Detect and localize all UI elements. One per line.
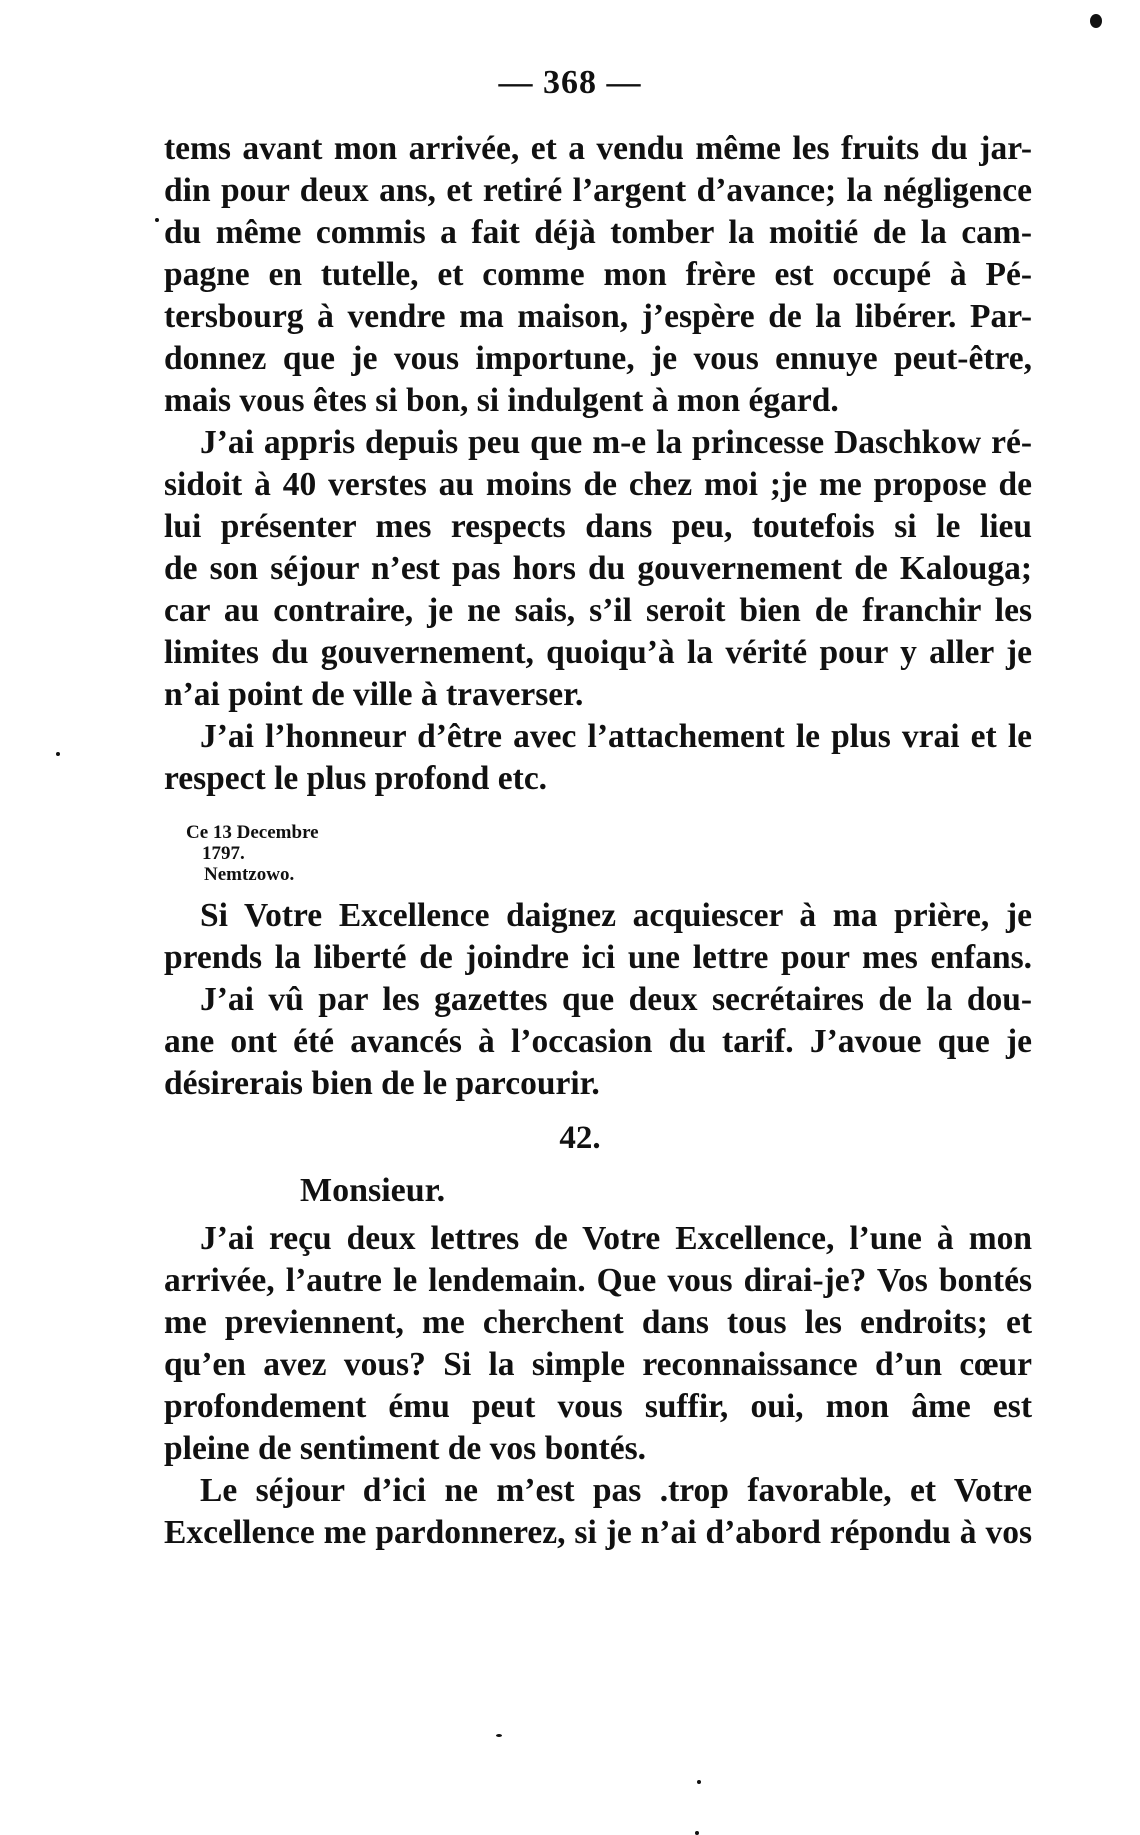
text-line: prends la liberté de joindre ici une lettre pour mes enfans.: [164, 939, 1032, 976]
text-line: me previennent, me cherchent dans tous les endroits; et: [164, 1304, 1032, 1341]
text-line: du même commis a fait déjà tomber la moitié de la cam-: [164, 214, 1032, 251]
text-line: ane ont été avancés à l’occasion du tarif. J’avoue que je: [164, 1023, 1032, 1060]
text-line: pleine de sentiment de vos bontés.: [164, 1430, 647, 1467]
letter-postscript: [164, 895, 1032, 1105]
text-line: profondement ému peut vous suffir, oui, mon âme est: [164, 1388, 1032, 1425]
letter-body-lower: [164, 1218, 1032, 1554]
paragraph-closing: [164, 716, 1032, 800]
paragraph: [164, 979, 1032, 1105]
ink-speck: [155, 218, 159, 222]
text-line: lui présenter mes respects dans peu, toutefois si le lieu: [164, 508, 1032, 545]
text-line: arrivée, l’autre le lendemain. Que vous dirai-je? Vos bontés: [164, 1262, 1032, 1299]
text-line: J’ai vû par les gazettes que deux secrétaires de la dou-: [200, 981, 1032, 1018]
text-line: Le séjour d’ici ne m’est pas .trop favorable, et Votre: [200, 1472, 1032, 1509]
text-line: qu’en avez vous? Si la simple reconnaissance d’un cœur: [164, 1346, 1032, 1383]
text-line: J’ai reçu deux lettres de Votre Excellence, l’une à mon: [200, 1220, 1032, 1257]
text-line: J’ai appris depuis peu que m-e la princesse Daschkow ré-: [200, 424, 1032, 461]
ink-speck: [697, 1780, 701, 1784]
text-line: car au contraire, je ne sais, s’il seroit bien de franchir les: [164, 592, 1032, 629]
dateline-year: 1797.: [202, 843, 245, 864]
text-line: pagne en tutelle, et comme mon frère est occupé à Pé-: [164, 256, 1032, 293]
ink-speck: [56, 752, 60, 756]
page-number: — 368 —: [498, 64, 642, 101]
salutation: Monsieur.: [300, 1172, 446, 1209]
ink-speck: [496, 1734, 502, 1737]
paragraph: [164, 895, 1032, 979]
text-line: tems avant mon arrivée, et a vendu même les fruits du jar-: [164, 130, 1032, 167]
text-line: de son séjour n’est pas hors du gouvernement de Kalouga;: [164, 550, 1032, 587]
ink-speck: [695, 1831, 699, 1835]
text-line: Excellence me pardonnerez, si je n’ai d’abord répondu à vos: [164, 1514, 1032, 1551]
text-line: limites du gouvernement, quoiqu’à la vérité pour y aller je: [164, 634, 1032, 671]
paragraph: [164, 1218, 1032, 1470]
letter-body-upper: [164, 128, 1032, 800]
paragraph: [164, 128, 1032, 422]
dateline: [186, 822, 319, 885]
text-line: din pour deux ans, et retiré l’argent d’avance; la négligence: [164, 172, 1032, 209]
text-line: sidoit à 40 verstes au moins de chez moi ;je me propose de: [164, 466, 1032, 503]
text-line: Si Votre Excellence daignez acquiescer à ma prière, je: [200, 897, 1032, 934]
text-line: respect le plus profond etc.: [164, 760, 548, 797]
text-line: donnez que je vous importune, je vous ennuye peut-être,: [164, 340, 1032, 377]
text-line: n’ai point de ville à traverser.: [164, 676, 584, 713]
text-line: tersbourg à vendre ma maison, j’espère de la libérer. Par-: [164, 298, 1032, 335]
dateline-date: Ce 13 Decembre: [186, 822, 319, 843]
letter-number: 42.: [559, 1120, 601, 1156]
text-line: J’ai l’honneur d’être avec l’attachement le plus vrai et le: [200, 718, 1032, 755]
paragraph: [164, 422, 1032, 716]
dateline-place: Nemtzowo.: [204, 864, 295, 885]
paragraph: [164, 1470, 1032, 1554]
text-line: désirerais bien de le parcourir.: [164, 1065, 600, 1102]
ink-speck: [1090, 14, 1102, 28]
text-line: mais vous êtes si bon, si indulgent à mon égard.: [164, 382, 839, 419]
